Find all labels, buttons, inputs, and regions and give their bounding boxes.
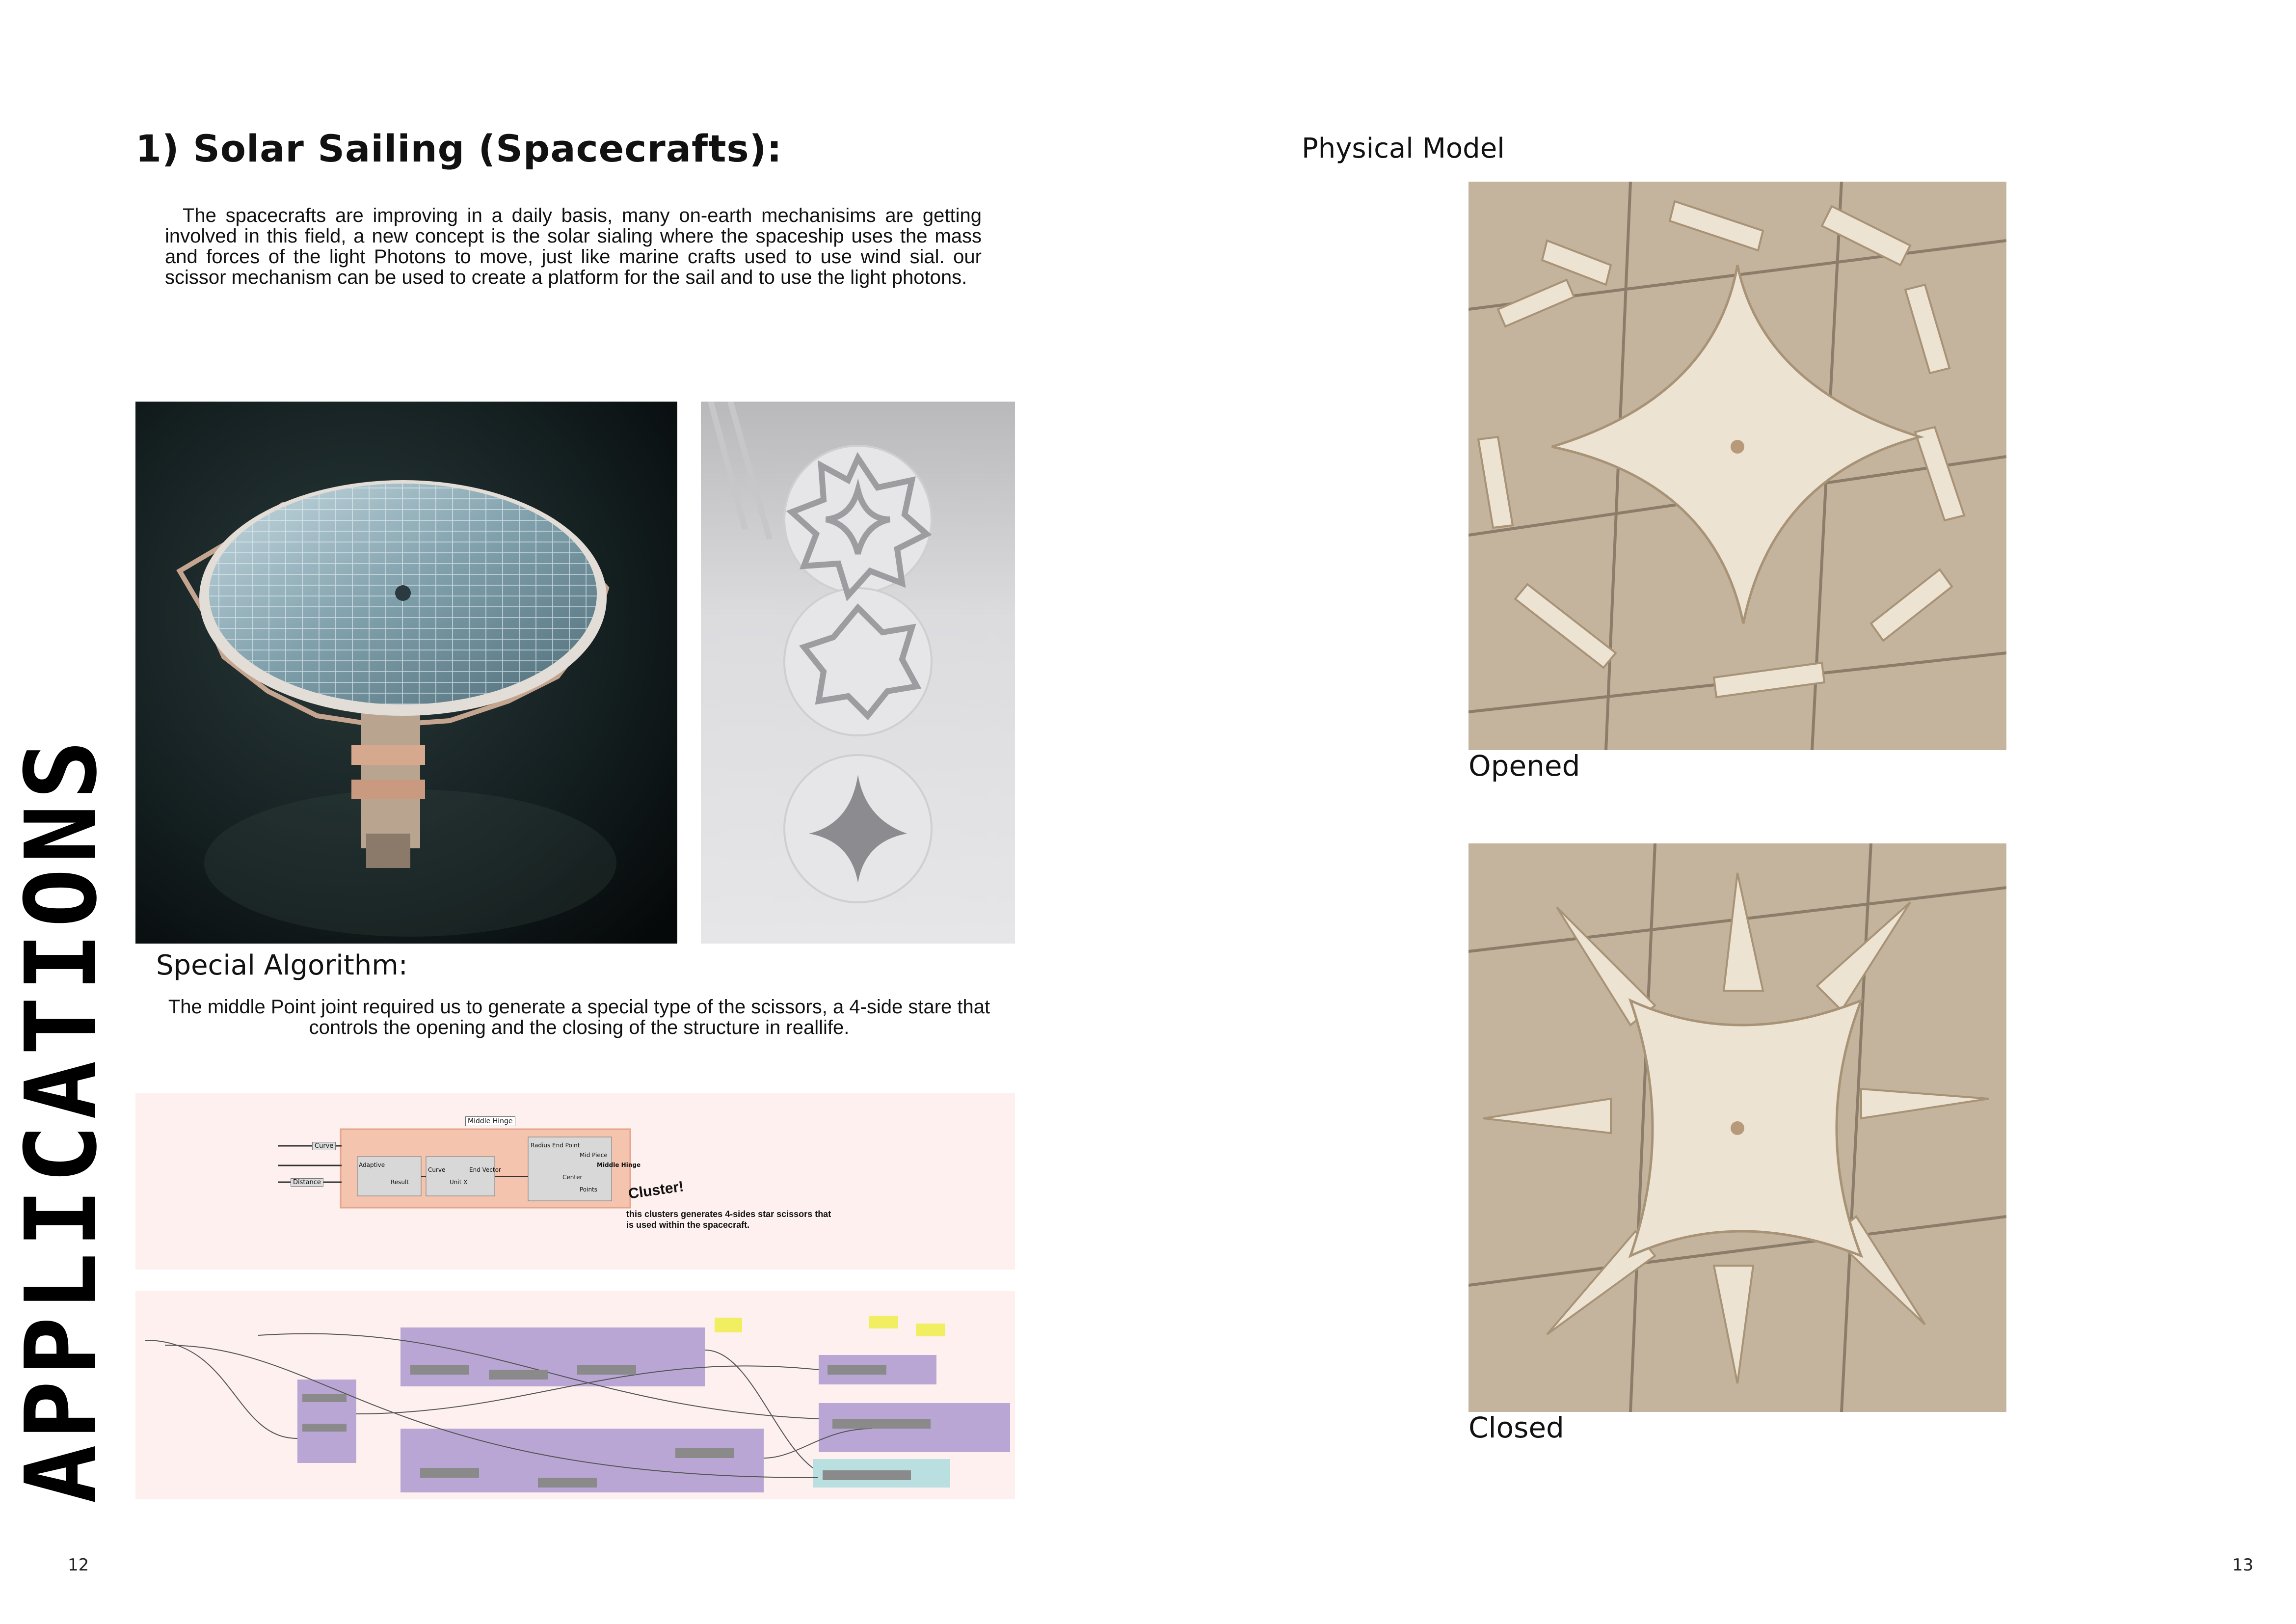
closed-model-photo [1468, 843, 2006, 1412]
cluster-note: this clusters generates 4-sides star scissors that is used within the spacecraft. [626, 1209, 831, 1230]
page-number-left: 12 [68, 1555, 89, 1575]
opened-label: Opened [1468, 749, 1580, 783]
node-mid-piece: Mid Piece [580, 1152, 608, 1159]
algorithm-paragraph: The middle Point joint required us to generate a special type of the scissors, a 4-side stare that controls the opening and the closing of the structure in reallife. [168, 996, 990, 1038]
opened-model-photo [1468, 182, 2006, 750]
vertical-title-text: APPLICATIONS [4, 735, 119, 1504]
node-points: Points [580, 1186, 598, 1193]
group-label: Middle Hinge [465, 1116, 515, 1126]
closed-label: Closed [1468, 1411, 1564, 1444]
node-radius-end-point: Radius End Point [531, 1142, 580, 1149]
node-middle-hinge: Middle Hinge [597, 1162, 641, 1168]
solar-sail-render [135, 402, 677, 944]
vertical-title [4, 735, 119, 1504]
cluster-diagram [135, 1093, 1015, 1270]
node-end-vector: End Vector [469, 1166, 501, 1173]
node-curve: Curve [428, 1166, 446, 1173]
input-curve: Curve [312, 1142, 336, 1150]
mechanism-stages-image [701, 402, 1015, 944]
page-number-right: 13 [2232, 1555, 2254, 1575]
node-adaptive: Adaptive [359, 1162, 385, 1168]
section-heading: 1) Solar Sailing (Spacecrafts): [135, 127, 782, 170]
node-unit-x: Unit X [450, 1179, 468, 1186]
input-distance: Distance [291, 1178, 323, 1187]
algorithm-heading: Special Algorithm: [156, 949, 408, 981]
physical-model-heading: Physical Model [1302, 133, 1505, 164]
definition-graph [135, 1291, 1015, 1499]
node-result: Result [391, 1179, 409, 1186]
cluster-title: Cluster! [627, 1178, 685, 1202]
node-center: Center [562, 1174, 583, 1181]
intro-paragraph: The spacecrafts are improving in a daily basis, many on-earth mechanisims are getting involved in this field, a new concept is the solar sialing where the spaceship uses the mass and forces of the light Photons to move, just like marine crafts used to use wind sial. our scissor mechanism can be used to create a platform for the sail and to use the light photons. [165, 205, 982, 288]
